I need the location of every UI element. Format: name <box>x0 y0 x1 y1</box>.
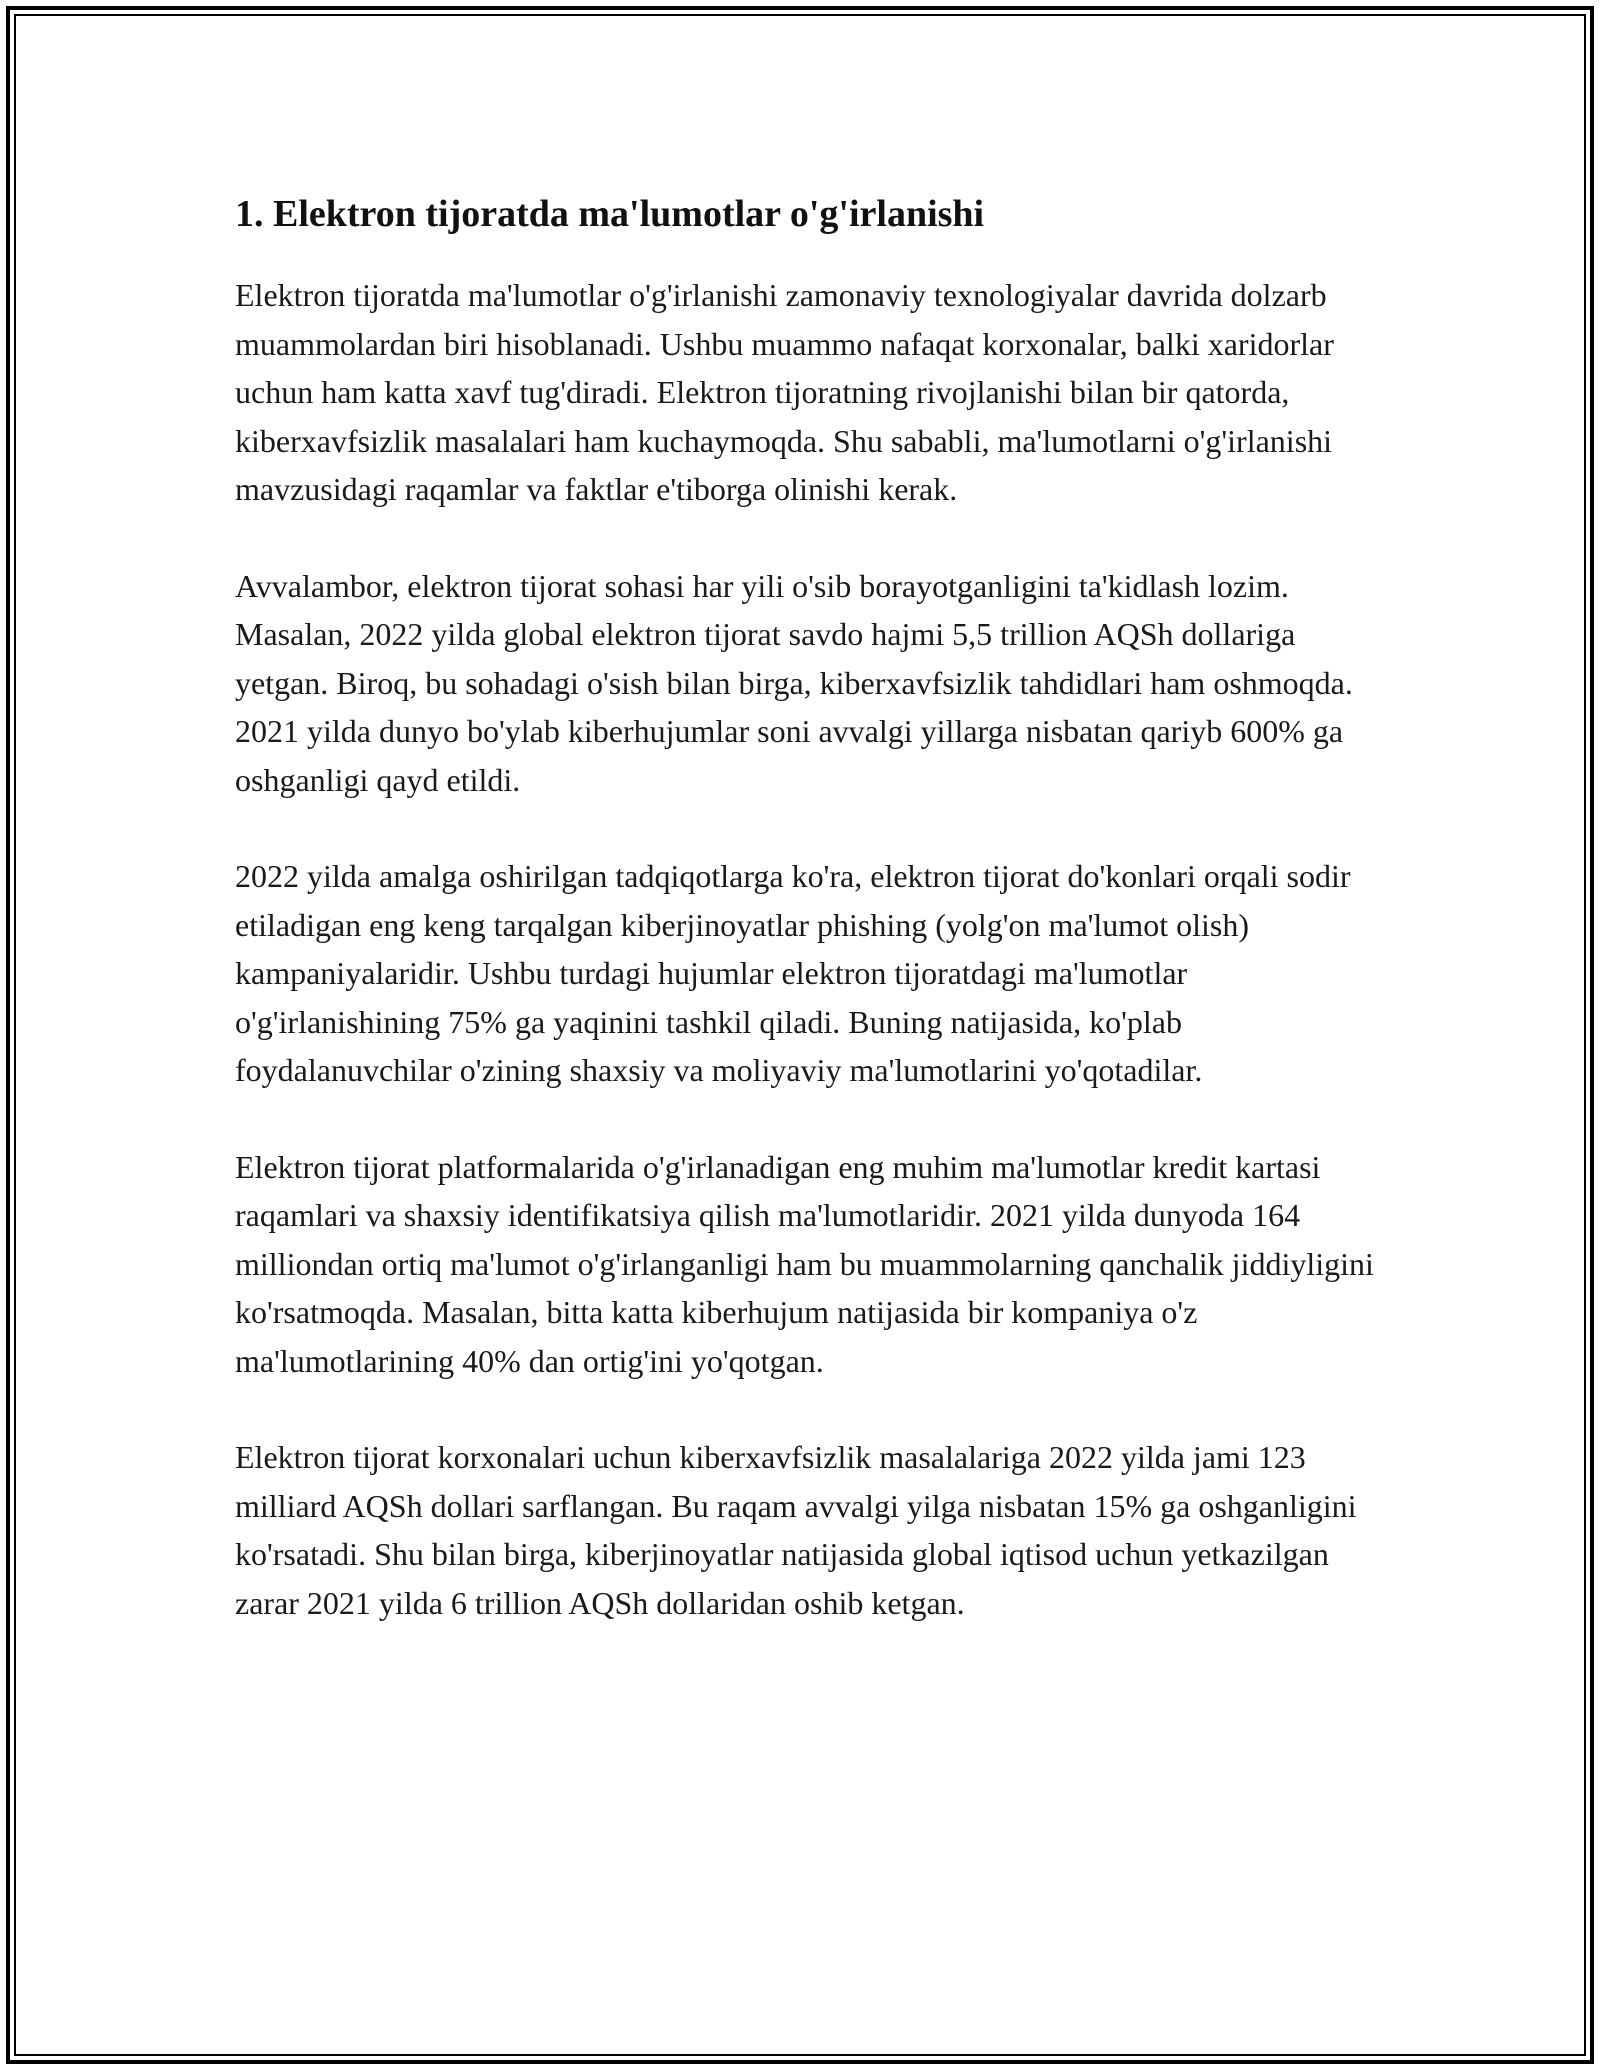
document-body <box>235 186 1385 1627</box>
section-heading: 1. Elektron tijoratda ma'lumotlar o'g'irlanishi <box>235 193 985 235</box>
paragraph-5: Elektron tijorat korxonalari uchun kiberxavfsizlik masalalariga 2022 yilda jami 123 milliard AQSh dollari sarflangan. Bu raqam avvalgi yilga nisbatan 15% ga oshganligini ko'rsatadi. Shu bilan birga, kiberjinoyatlar natijasida global iqtisod uchun yetkazilgan zarar 2021 yilda 6 trillion AQSh dollaridan oshib ketgan. <box>235 1439 1357 1621</box>
paragraph-1: Elektron tijoratda ma'lumotlar o'g'irlanishi zamonaviy texnologiyalar davrida dolzarb muammolardan biri hisoblanadi. Ushbu muammo nafaqat korxonalar, balki xaridorlar uchun ham katta xavf tug'diradi. Elektron tijoratning rivojlanishi bilan bir qatorda, kiberxavfsizlik masalalari ham kuchaymoqda. Shu sababli, ma'lumotlarni o'g'irlanishi mavzusidagi raqamlar va faktlar e'tiborga olinishi kerak. <box>235 277 1334 507</box>
paragraph-4: Elektron tijorat platformalarida o'g'irlanadigan eng muhim ma'lumotlar kredit kartasi raqamlari va shaxsiy identifikatsiya qilish ma'lumotlaridir. 2021 yilda dunyoda 164 milliondan ortiq ma'lumot o'g'irlanganligi ham bu muammolarning qanchalik jiddiyligini ko'rsatmoqda. Masalan, bitta katta kiberhujum natijasida bir kompaniya o'z ma'lumotlarining 40% dan ortig'ini yo'qotgan. <box>235 1148 1374 1379</box>
paragraph-2: Avvalambor, elektron tijorat sohasi har yili o'sib borayotganligini ta'kidlash lozim. Masalan, 2022 yilda global elektron tijorat savdo hajmi 5,5 trillion AQSh dollariga yetgan. Biroq, bu sohadagi o'sish bilan birga, kiberxavfsizlik tahdidlari ham oshmoqda. 2021 yilda dunyo bo'ylab kiberhujumlar soni avvalgi yillarga nisbatan qariyb 600% ga oshganligi qayd etildi. <box>235 567 1353 798</box>
paragraph-3: 2022 yilda amalga oshirilgan tadqiqotlarga ko'ra, elektron tijorat do'konlari orqali sodir etiladigan eng keng tarqalgan kiberjinoyatlar phishing (yolg'on ma'lumot olish) kampaniyalaridir. Ushbu turdagi hujumlar elektron tijoratdagi ma'lumotlar o'g'irlanishining 75% ga yaqinini tashkil qiladi. Buning natijasida, ko'plab foydalanuvchilar o'zining shaxsiy va moliyaviy ma'lumotlarini yo'qotadilar. <box>235 858 1351 1088</box>
